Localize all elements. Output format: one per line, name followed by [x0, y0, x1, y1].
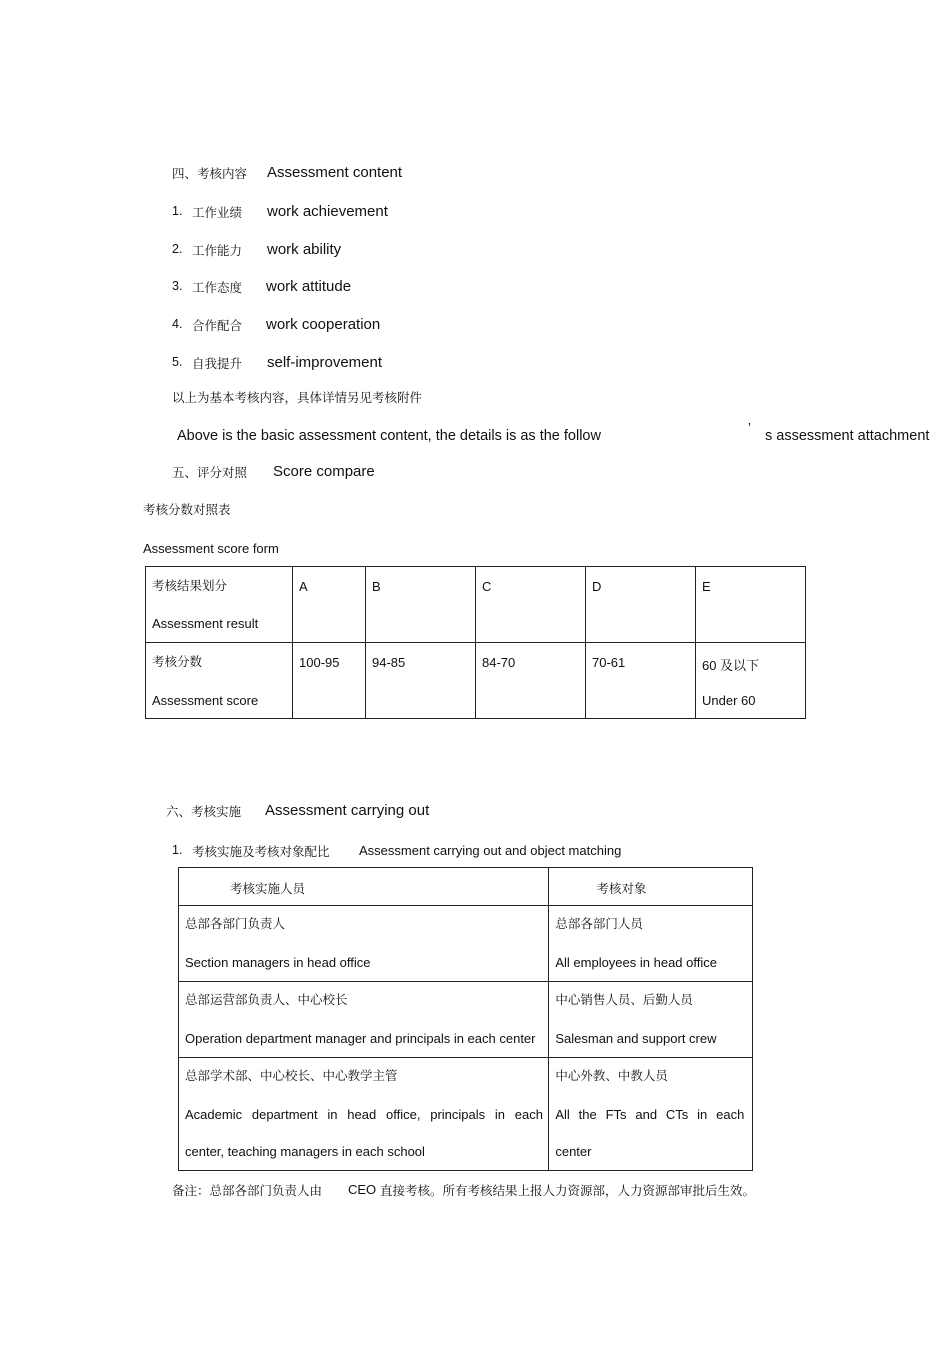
table-header-row — [179, 868, 753, 906]
table-cell — [293, 643, 366, 719]
table-cell — [549, 982, 753, 1058]
grade-label: A — [299, 579, 308, 594]
score-range-en: Under 60 — [702, 693, 756, 708]
object-en-line2: center — [555, 1144, 592, 1159]
list-item-number: 4. — [172, 317, 183, 331]
table-cell — [696, 643, 806, 719]
row-label-cn: 考核结果划分 — [152, 578, 228, 593]
section4-note-en-end: s assessment attachment — [765, 428, 930, 444]
section4-heading-en: Assessment content — [267, 164, 403, 181]
grade-label: B — [372, 579, 381, 594]
remark-prefix: 备注：总部各部门负责人由 — [172, 1183, 323, 1198]
section5-heading-en: Score compare — [273, 463, 375, 480]
table-cell — [146, 643, 293, 719]
object-cn: 中心销售人员、后勤人员 — [555, 992, 693, 1007]
list-item-cn: 工作态度 — [192, 280, 243, 295]
score-range: 100-95 — [299, 655, 340, 670]
score-range: 60 及以下 — [702, 658, 760, 673]
table-header-cell — [549, 868, 753, 906]
list-item-number: 5. — [172, 355, 183, 369]
section6-heading-cn: 六、考核实施 — [166, 804, 242, 819]
grade-label: C — [482, 579, 492, 594]
score-range: 84-70 — [482, 655, 516, 670]
row-label-en: Assessment result — [152, 616, 259, 631]
object-en: Salesman and support crew — [555, 1031, 717, 1046]
table-cell — [549, 1058, 753, 1171]
table-cell — [696, 567, 806, 643]
remark-suffix: 直接考核。所有考核结果上报人力资源部，人力资源部审批后生效。 — [380, 1183, 756, 1198]
table-row — [146, 643, 806, 719]
table-cell — [586, 643, 696, 719]
object-en: All employees in head office — [555, 955, 717, 970]
assessor-en-line1: Academic department in head office, principals in each — [185, 1107, 543, 1122]
object-en-line1: All the FTs and CTs in each — [555, 1107, 745, 1122]
apostrophe-mark: ’ — [748, 420, 751, 435]
list-item-cn: 工作业绩 — [192, 205, 243, 220]
row-label-cn: 考核分数 — [152, 654, 203, 669]
table-row — [146, 567, 806, 643]
list-item-en: work attitude — [266, 278, 352, 295]
column-header-assessor: 考核实施人员 — [230, 881, 306, 896]
assessment-table — [178, 867, 753, 1171]
table-row — [179, 982, 753, 1058]
grade-label: D — [592, 579, 602, 594]
assessor-en: Section managers in head office — [185, 955, 371, 970]
table-cell — [476, 643, 586, 719]
table-cell — [586, 567, 696, 643]
subsection-title-cn: 考核实施及考核对象配比 — [192, 844, 330, 859]
remark-ceo: CEO — [348, 1182, 377, 1197]
grade-label: E — [702, 579, 711, 594]
table-row — [179, 906, 753, 982]
assessor-en: Operation department manager and principals in each center — [185, 1031, 536, 1046]
table-header-cell — [179, 868, 549, 906]
table-cell — [179, 906, 549, 982]
object-cn: 总部各部门人员 — [555, 916, 643, 931]
list-item-cn: 合作配合 — [192, 318, 243, 333]
section4-heading-cn: 四、考核内容 — [172, 166, 248, 181]
list-item-cn: 自我提升 — [192, 356, 243, 371]
table-cell — [293, 567, 366, 643]
section4-note-cn: 以上为基本考核内容，具体详情另见考核附件 — [172, 390, 423, 405]
list-item-number: 3. — [172, 279, 183, 293]
list-item-en: work cooperation — [266, 316, 381, 333]
table-cell — [549, 906, 753, 982]
list-item-cn: 工作能力 — [192, 243, 243, 258]
score-table — [145, 566, 806, 719]
assessor-cn: 总部各部门负责人 — [185, 916, 286, 931]
table-row — [179, 1058, 753, 1171]
object-cn: 中心外教、中教人员 — [555, 1068, 668, 1083]
row-label-en: Assessment score — [152, 693, 259, 708]
list-item-en: work achievement — [267, 203, 388, 220]
score-table-title-cn: 考核分数对照表 — [143, 502, 231, 517]
list-item-number: 1. — [172, 843, 183, 857]
list-item-en: self-improvement — [267, 354, 383, 371]
list-item-number: 1. — [172, 204, 183, 218]
table-cell — [179, 982, 549, 1058]
list-item-number: 2. — [172, 242, 183, 256]
assessor-cn: 总部学术部、中心校长、中心教学主管 — [185, 1068, 398, 1083]
table-cell — [366, 567, 476, 643]
table-cell — [179, 1058, 549, 1171]
list-item-en: work ability — [267, 241, 342, 258]
table-cell — [366, 643, 476, 719]
column-header-object: 考核对象 — [596, 881, 647, 896]
assessor-cn: 总部运营部负责人、中心校长 — [185, 992, 348, 1007]
table-cell — [146, 567, 293, 643]
assessor-en-line2: center, teaching managers in each school — [185, 1144, 425, 1159]
table-cell — [476, 567, 586, 643]
section6-heading-en: Assessment carrying out — [265, 802, 430, 819]
score-table-title-en: Assessment score form — [143, 541, 279, 556]
subsection-title-en: Assessment carrying out and object matching — [359, 843, 622, 858]
section5-heading-cn: 五、评分对照 — [172, 465, 248, 480]
score-range: 94-85 — [372, 655, 406, 670]
section4-note-en: Above is the basic assessment content, the details is as the follow — [177, 428, 601, 444]
score-range: 70-61 — [592, 655, 626, 670]
